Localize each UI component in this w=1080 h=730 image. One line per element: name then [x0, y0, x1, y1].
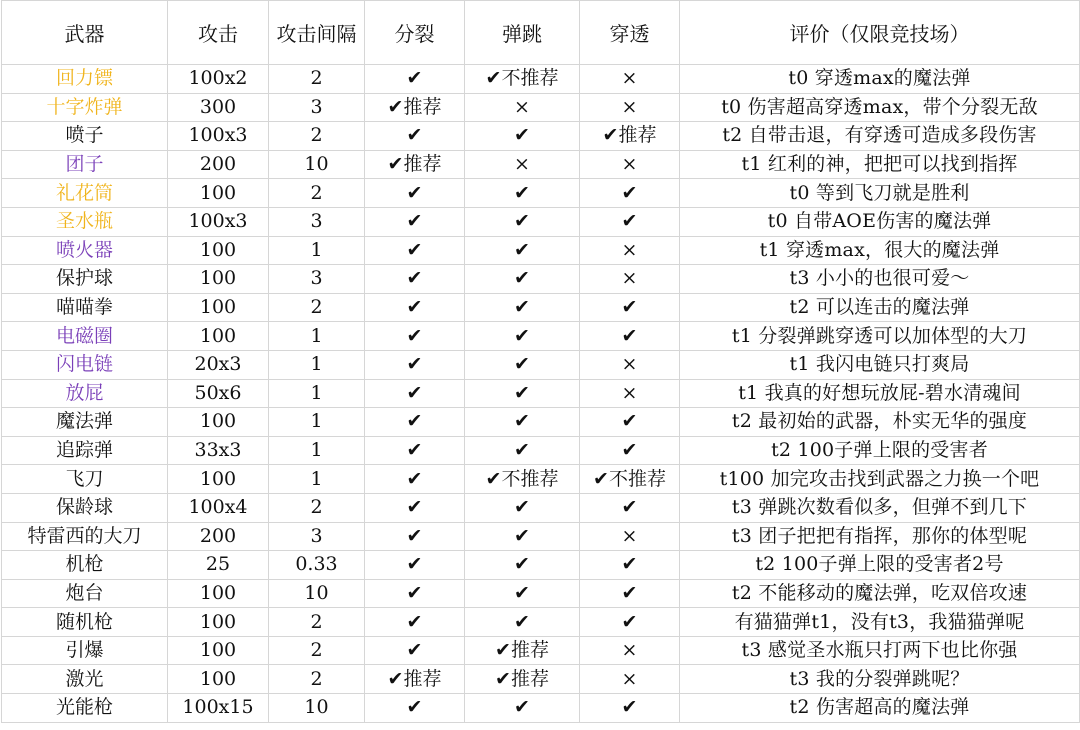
- attack-cell: 100: [168, 408, 269, 437]
- table-header: [2, 1, 1080, 65]
- split-cell: ✔: [365, 207, 465, 236]
- split-cell: ✔: [365, 65, 465, 94]
- attack-cell: 100: [168, 179, 269, 208]
- weapon-name-cell: 保龄球: [2, 493, 168, 522]
- bounce-cell: ✔推荐: [465, 665, 580, 694]
- weapon-name-cell: 圣水瓶: [2, 207, 168, 236]
- weapon-name-cell: 保护球: [2, 265, 168, 294]
- attack-cell: 100: [168, 636, 269, 665]
- weapon-name-cell: 引爆: [2, 636, 168, 665]
- evaluation-cell: t3 小小的也很可爱～: [680, 265, 1080, 294]
- table-row: [2, 207, 1080, 236]
- bounce-cell: ✔: [465, 551, 580, 580]
- interval-cell: 10: [269, 150, 365, 179]
- attack-cell: 100: [168, 465, 269, 494]
- bounce-cell: ✔不推荐: [465, 65, 580, 94]
- weapon-name-cell: 飞刀: [2, 465, 168, 494]
- weapon-name-cell: 机枪: [2, 551, 168, 580]
- evaluation-cell: t1 我闪电链只打爽局: [680, 350, 1080, 379]
- split-cell: ✔: [365, 293, 465, 322]
- table-row: [2, 694, 1080, 723]
- attack-cell: 100: [168, 293, 269, 322]
- attack-cell: 100x4: [168, 493, 269, 522]
- evaluation-cell: t2 100子弹上限的受害者2号: [680, 551, 1080, 580]
- table-row: [2, 465, 1080, 494]
- bounce-cell: ✔: [465, 694, 580, 723]
- evaluation-cell: t1 穿透max，很大的魔法弹: [680, 236, 1080, 265]
- evaluation-cell: t3 弹跳次数看似多，但弹不到几下: [680, 493, 1080, 522]
- evaluation-cell: t0 伤害超高穿透max，带个分裂无敌: [680, 93, 1080, 122]
- bounce-cell: ✔: [465, 122, 580, 151]
- table-row: [2, 436, 1080, 465]
- table-row: [2, 551, 1080, 580]
- pierce-cell: ✔: [580, 694, 680, 723]
- split-cell: ✔: [365, 122, 465, 151]
- attack-cell: 50x6: [168, 379, 269, 408]
- table-row: [2, 608, 1080, 637]
- weapon-name-cell: 炮台: [2, 579, 168, 608]
- weapon-name-cell: 放屁: [2, 379, 168, 408]
- header-evaluation: 评价（仅限竞技场）: [680, 1, 1080, 65]
- split-cell: ✔: [365, 522, 465, 551]
- evaluation-cell: t1 我真的好想玩放屁-碧水清魂间: [680, 379, 1080, 408]
- split-cell: ✔: [365, 608, 465, 637]
- weapon-name-cell: 喵喵拳: [2, 293, 168, 322]
- split-cell: ✔: [365, 379, 465, 408]
- split-cell: ✔: [365, 408, 465, 437]
- pierce-cell: ✔推荐: [580, 122, 680, 151]
- bounce-cell: ✔不推荐: [465, 465, 580, 494]
- interval-cell: 2: [269, 65, 365, 94]
- pierce-cell: ×: [580, 150, 680, 179]
- header-bounce: 弹跳: [465, 1, 580, 65]
- split-cell: ✔: [365, 436, 465, 465]
- attack-cell: 300: [168, 93, 269, 122]
- attack-cell: 100x2: [168, 65, 269, 94]
- split-cell: ✔: [365, 579, 465, 608]
- pierce-cell: ✔: [580, 322, 680, 351]
- attack-cell: 100: [168, 665, 269, 694]
- weapon-name-cell: 十字炸弹: [2, 93, 168, 122]
- interval-cell: 2: [269, 608, 365, 637]
- interval-cell: 1: [269, 236, 365, 265]
- table-row: [2, 93, 1080, 122]
- pierce-cell: ✔: [580, 179, 680, 208]
- bounce-cell: ✔: [465, 579, 580, 608]
- bounce-cell: ✔: [465, 522, 580, 551]
- bounce-cell: ✔: [465, 493, 580, 522]
- table-row: [2, 493, 1080, 522]
- bounce-cell: ✔: [465, 408, 580, 437]
- pierce-cell: ✔: [580, 408, 680, 437]
- attack-cell: 20x3: [168, 350, 269, 379]
- attack-cell: 200: [168, 150, 269, 179]
- header-weapon: 武器: [2, 1, 168, 65]
- bounce-cell: ✔: [465, 265, 580, 294]
- evaluation-cell: t0 等到飞刀就是胜利: [680, 179, 1080, 208]
- table-row: [2, 179, 1080, 208]
- interval-cell: 1: [269, 436, 365, 465]
- bounce-cell: ✔: [465, 436, 580, 465]
- pierce-cell: ✔: [580, 493, 680, 522]
- bounce-cell: ✔: [465, 350, 580, 379]
- weapon-tier-table: [1, 0, 1080, 723]
- weapon-name-cell: 魔法弹: [2, 408, 168, 437]
- interval-cell: 3: [269, 93, 365, 122]
- attack-cell: 33x3: [168, 436, 269, 465]
- weapon-name-cell: 电磁圈: [2, 322, 168, 351]
- table-row: [2, 379, 1080, 408]
- interval-cell: 1: [269, 350, 365, 379]
- interval-cell: 10: [269, 694, 365, 723]
- attack-cell: 200: [168, 522, 269, 551]
- interval-cell: 2: [269, 293, 365, 322]
- weapon-name-cell: 追踪弹: [2, 436, 168, 465]
- bounce-cell: ×: [465, 93, 580, 122]
- attack-cell: 100: [168, 236, 269, 265]
- table-row: [2, 522, 1080, 551]
- split-cell: ✔: [365, 265, 465, 294]
- interval-cell: 1: [269, 379, 365, 408]
- pierce-cell: ×: [580, 379, 680, 408]
- evaluation-cell: t3 我的分裂弹跳呢？: [680, 665, 1080, 694]
- split-cell: ✔: [365, 694, 465, 723]
- bounce-cell: ✔推荐: [465, 636, 580, 665]
- header-row: [2, 1, 1080, 65]
- split-cell: ✔推荐: [365, 150, 465, 179]
- interval-cell: 3: [269, 265, 365, 294]
- interval-cell: 1: [269, 408, 365, 437]
- evaluation-cell: t2 自带击退，有穿透可造成多段伤害: [680, 122, 1080, 151]
- evaluation-cell: t1 红利的神，把把可以找到指挥: [680, 150, 1080, 179]
- split-cell: ✔: [365, 551, 465, 580]
- table-row: [2, 293, 1080, 322]
- interval-cell: 1: [269, 465, 365, 494]
- header-interval: 攻击间隔: [269, 1, 365, 65]
- table-row: [2, 150, 1080, 179]
- split-cell: ✔: [365, 322, 465, 351]
- weapon-name-cell: 激光: [2, 665, 168, 694]
- table-row: [2, 579, 1080, 608]
- pierce-cell: ✔: [580, 436, 680, 465]
- table-row: [2, 665, 1080, 694]
- split-cell: ✔推荐: [365, 93, 465, 122]
- weapon-name-cell: 光能枪: [2, 694, 168, 723]
- evaluation-cell: 有猫猫弹t1，没有t3，我猫猫弹呢: [680, 608, 1080, 637]
- interval-cell: 2: [269, 665, 365, 694]
- split-cell: ✔推荐: [365, 665, 465, 694]
- split-cell: ✔: [365, 236, 465, 265]
- bounce-cell: ✔: [465, 179, 580, 208]
- evaluation-cell: t0 穿透max的魔法弹: [680, 65, 1080, 94]
- weapon-name-cell: 喷子: [2, 122, 168, 151]
- split-cell: ✔: [365, 179, 465, 208]
- table-row: [2, 322, 1080, 351]
- pierce-cell: ✔: [580, 551, 680, 580]
- attack-cell: 100x3: [168, 207, 269, 236]
- pierce-cell: ✔不推荐: [580, 465, 680, 494]
- attack-cell: 25: [168, 551, 269, 580]
- pierce-cell: ×: [580, 350, 680, 379]
- attack-cell: 100x15: [168, 694, 269, 723]
- split-cell: ✔: [365, 465, 465, 494]
- interval-cell: 0.33: [269, 551, 365, 580]
- attack-cell: 100: [168, 322, 269, 351]
- attack-cell: 100: [168, 579, 269, 608]
- interval-cell: 3: [269, 522, 365, 551]
- evaluation-cell: t2 100子弹上限的受害者: [680, 436, 1080, 465]
- table-row: [2, 350, 1080, 379]
- weapon-name-cell: 特雷西的大刀: [2, 522, 168, 551]
- evaluation-cell: t3 团子把把有指挥，那你的体型呢: [680, 522, 1080, 551]
- bounce-cell: ✔: [465, 608, 580, 637]
- bounce-cell: ✔: [465, 322, 580, 351]
- evaluation-cell: t3 感觉圣水瓶只打两下也比你强: [680, 636, 1080, 665]
- evaluation-cell: t2 可以连击的魔法弹: [680, 293, 1080, 322]
- table-row: [2, 65, 1080, 94]
- split-cell: ✔: [365, 493, 465, 522]
- evaluation-cell: t0 自带AOE伤害的魔法弹: [680, 207, 1080, 236]
- table-row: [2, 265, 1080, 294]
- header-attack: 攻击: [168, 1, 269, 65]
- table-row: [2, 122, 1080, 151]
- bounce-cell: ✔: [465, 236, 580, 265]
- weapon-name-cell: 随机枪: [2, 608, 168, 637]
- pierce-cell: ×: [580, 522, 680, 551]
- attack-cell: 100x3: [168, 122, 269, 151]
- interval-cell: 2: [269, 179, 365, 208]
- table-row: [2, 236, 1080, 265]
- evaluation-cell: t2 不能移动的魔法弹，吃双倍攻速: [680, 579, 1080, 608]
- evaluation-cell: t1 分裂弹跳穿透可以加体型的大刀: [680, 322, 1080, 351]
- attack-cell: 100: [168, 608, 269, 637]
- pierce-cell: ×: [580, 93, 680, 122]
- pierce-cell: ×: [580, 265, 680, 294]
- evaluation-cell: t2 伤害超高的魔法弹: [680, 694, 1080, 723]
- pierce-cell: ✔: [580, 207, 680, 236]
- interval-cell: 1: [269, 322, 365, 351]
- pierce-cell: ✔: [580, 579, 680, 608]
- split-cell: ✔: [365, 350, 465, 379]
- weapon-name-cell: 回力镖: [2, 65, 168, 94]
- evaluation-cell: t100 加完攻击找到武器之力换一个吧: [680, 465, 1080, 494]
- weapon-name-cell: 礼花筒: [2, 179, 168, 208]
- bounce-cell: ×: [465, 150, 580, 179]
- weapon-name-cell: 闪电链: [2, 350, 168, 379]
- header-pierce: 穿透: [580, 1, 680, 65]
- pierce-cell: ×: [580, 236, 680, 265]
- bounce-cell: ✔: [465, 293, 580, 322]
- split-cell: ✔: [365, 636, 465, 665]
- interval-cell: 2: [269, 493, 365, 522]
- interval-cell: 2: [269, 636, 365, 665]
- header-split: 分裂: [365, 1, 465, 65]
- table-body: [2, 65, 1080, 723]
- pierce-cell: ✔: [580, 293, 680, 322]
- evaluation-cell: t2 最初始的武器，朴实无华的强度: [680, 408, 1080, 437]
- bounce-cell: ✔: [465, 207, 580, 236]
- table-row: [2, 636, 1080, 665]
- pierce-cell: ×: [580, 65, 680, 94]
- pierce-cell: ✔: [580, 608, 680, 637]
- bounce-cell: ✔: [465, 379, 580, 408]
- interval-cell: 2: [269, 122, 365, 151]
- interval-cell: 10: [269, 579, 365, 608]
- interval-cell: 3: [269, 207, 365, 236]
- weapon-name-cell: 团子: [2, 150, 168, 179]
- weapon-name-cell: 喷火器: [2, 236, 168, 265]
- pierce-cell: ×: [580, 665, 680, 694]
- pierce-cell: ×: [580, 636, 680, 665]
- attack-cell: 100: [168, 265, 269, 294]
- table-row: [2, 408, 1080, 437]
